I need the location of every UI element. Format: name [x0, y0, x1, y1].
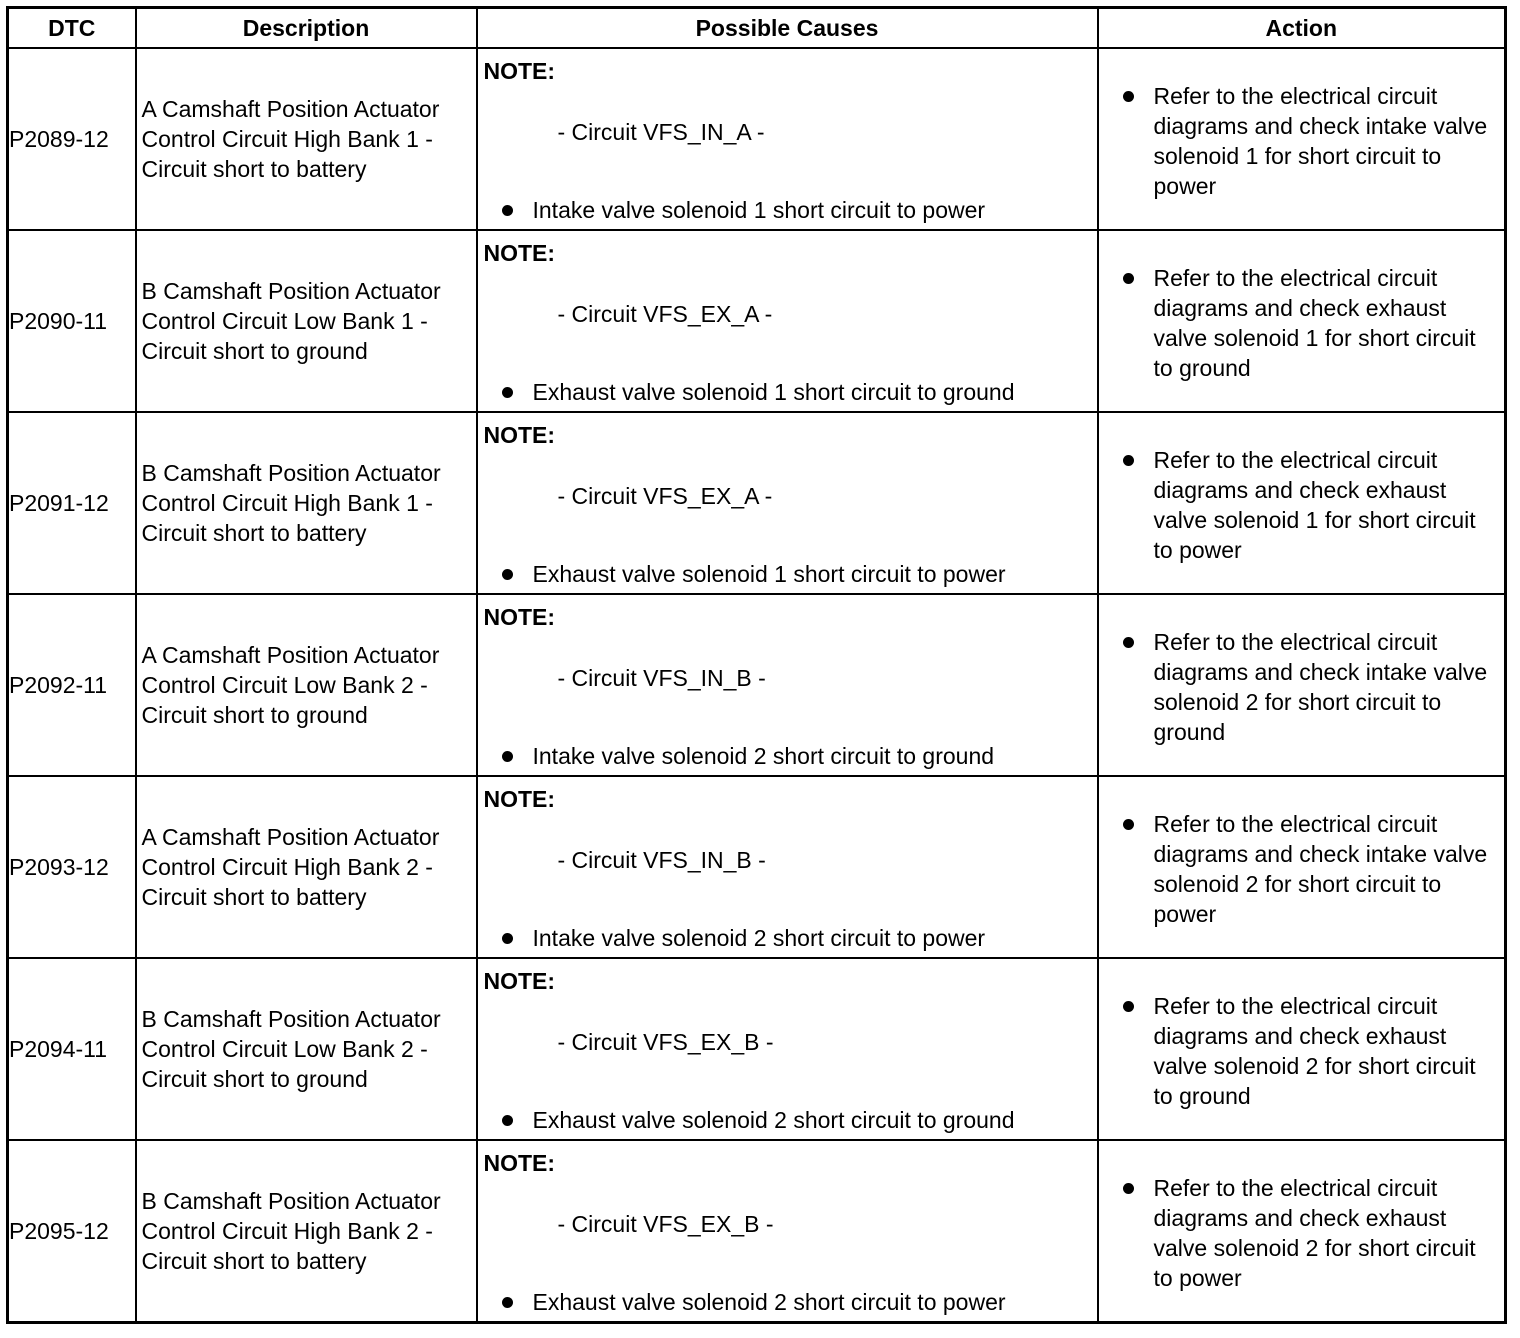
- cause-text: Exhaust valve solenoid 2 short circuit to power: [532, 1289, 1006, 1315]
- description-cell: [136, 412, 477, 594]
- dtc-code: P2094-11: [8, 958, 136, 1140]
- cause-text: Exhaust valve solenoid 1 short circuit to ground: [532, 379, 1015, 405]
- table-row: [8, 48, 1506, 230]
- action-text: Refer to the electrical circuit diagrams and check intake valve solenoid 2 for short circuit to power: [1153, 811, 1488, 927]
- description-line: Circuit short to battery: [141, 884, 367, 910]
- header-dtc: DTC: [8, 8, 136, 49]
- table-row: [8, 1140, 1506, 1323]
- description-line: Control Circuit High Bank 1 -: [141, 490, 433, 516]
- action-text: Refer to the electrical circuit diagrams and check exhaust valve solenoid 2 for short circuit to ground: [1153, 993, 1476, 1109]
- description-line: Control Circuit Low Bank 2 -: [141, 1036, 428, 1062]
- bullet-icon: [502, 205, 513, 216]
- possible-causes-cell: [477, 1140, 1098, 1323]
- bullet-icon: [502, 387, 513, 398]
- description-line: Circuit short to battery: [141, 156, 367, 182]
- bullet-icon: [502, 569, 513, 580]
- description-line: B Camshaft Position Actuator: [141, 1188, 441, 1214]
- possible-causes-cell: [477, 230, 1098, 412]
- dtc-code: P2095-12: [8, 1140, 136, 1323]
- cause-text: Intake valve solenoid 2 short circuit to ground: [532, 743, 995, 769]
- action-text: Refer to the electrical circuit diagrams and check exhaust valve solenoid 1 for short circuit to power: [1153, 447, 1476, 563]
- action-text: Refer to the electrical circuit diagrams and check exhaust valve solenoid 1 for short circuit to ground: [1153, 265, 1476, 381]
- cause-text: Intake valve solenoid 2 short circuit to power: [532, 925, 986, 951]
- bullet-icon: [1123, 1001, 1134, 1012]
- note-label: NOTE:: [483, 1150, 556, 1176]
- possible-causes-cell: [477, 48, 1098, 230]
- description-line: Circuit short to ground: [141, 338, 368, 364]
- action-cell: [1098, 1140, 1506, 1323]
- possible-causes-cell: [477, 412, 1098, 594]
- action-cell: [1098, 776, 1506, 958]
- description-line: Circuit short to ground: [141, 702, 368, 728]
- dtc-table: [6, 6, 1507, 1324]
- description-cell: [136, 958, 477, 1140]
- circuit-name: - Circuit VFS_IN_B -: [557, 665, 766, 691]
- action-text: Refer to the electrical circuit diagrams and check intake valve solenoid 1 for short circuit to power: [1153, 83, 1488, 199]
- note-label: NOTE:: [483, 786, 556, 812]
- dtc-code: P2090-11: [8, 230, 136, 412]
- circuit-name: - Circuit VFS_EX_B -: [557, 1029, 774, 1055]
- description-cell: [136, 776, 477, 958]
- description-cell: [136, 48, 477, 230]
- cause-item: [502, 561, 1006, 588]
- description-line: Control Circuit High Bank 2 -: [141, 1218, 433, 1244]
- description-line: A Camshaft Position Actuator: [141, 824, 440, 850]
- bullet-icon: [502, 751, 513, 762]
- description-cell: [136, 594, 477, 776]
- dtc-code: P2089-12: [8, 48, 136, 230]
- header-row: [8, 8, 1506, 49]
- cause-item: [502, 925, 986, 952]
- description-line: Control Circuit Low Bank 1 -: [141, 308, 428, 334]
- description-line: Circuit short to battery: [141, 1248, 367, 1274]
- circuit-name: - Circuit VFS_IN_B -: [557, 847, 766, 873]
- action-cell: [1098, 230, 1506, 412]
- bullet-icon: [1123, 91, 1134, 102]
- table-row: [8, 230, 1506, 412]
- circuit-name: - Circuit VFS_EX_A -: [557, 301, 773, 327]
- action-text: Refer to the electrical circuit diagrams and check intake valve solenoid 2 for short circuit to ground: [1153, 629, 1488, 745]
- note-label: NOTE:: [483, 968, 556, 994]
- circuit-name: - Circuit VFS_EX_B -: [557, 1211, 774, 1237]
- dtc-code: P2093-12: [8, 776, 136, 958]
- header-description: Description: [136, 8, 477, 49]
- action-cell: [1098, 412, 1506, 594]
- bullet-icon: [1123, 819, 1134, 830]
- action-cell: [1098, 48, 1506, 230]
- cause-item: [502, 743, 995, 770]
- description-line: B Camshaft Position Actuator: [141, 460, 441, 486]
- bullet-icon: [1123, 455, 1134, 466]
- cause-item: [502, 197, 986, 224]
- cause-text: Exhaust valve solenoid 2 short circuit to ground: [532, 1107, 1015, 1133]
- bullet-icon: [502, 933, 513, 944]
- cause-item: [502, 1289, 1006, 1316]
- description-line: Circuit short to ground: [141, 1066, 368, 1092]
- dtc-code: P2091-12: [8, 412, 136, 594]
- possible-causes-cell: [477, 958, 1098, 1140]
- cause-item: [502, 379, 1015, 406]
- table-row: [8, 958, 1506, 1140]
- action-cell: [1098, 594, 1506, 776]
- description-line: B Camshaft Position Actuator: [141, 278, 441, 304]
- cause-text: Intake valve solenoid 1 short circuit to power: [532, 197, 986, 223]
- description-line: Control Circuit High Bank 2 -: [141, 854, 433, 880]
- header-action: Action: [1098, 8, 1506, 49]
- bullet-icon: [1123, 1183, 1134, 1194]
- table-row: [8, 594, 1506, 776]
- note-label: NOTE:: [483, 422, 556, 448]
- table-row: [8, 776, 1506, 958]
- note-label: NOTE:: [483, 240, 556, 266]
- description-cell: [136, 1140, 477, 1323]
- description-line: B Camshaft Position Actuator: [141, 1006, 441, 1032]
- note-label: NOTE:: [483, 58, 556, 84]
- header-possible-causes: Possible Causes: [477, 8, 1098, 49]
- bullet-icon: [1123, 273, 1134, 284]
- description-line: A Camshaft Position Actuator: [141, 96, 440, 122]
- bullet-icon: [502, 1115, 513, 1126]
- cause-text: Exhaust valve solenoid 1 short circuit to power: [532, 561, 1006, 587]
- table-row: [8, 412, 1506, 594]
- cause-item: [502, 1107, 1015, 1134]
- possible-causes-cell: [477, 776, 1098, 958]
- action-cell: [1098, 958, 1506, 1140]
- circuit-name: - Circuit VFS_EX_A -: [557, 483, 773, 509]
- action-text: Refer to the electrical circuit diagrams and check exhaust valve solenoid 2 for short circuit to power: [1153, 1175, 1476, 1291]
- description-line: Control Circuit Low Bank 2 -: [141, 672, 428, 698]
- bullet-icon: [1123, 637, 1134, 648]
- possible-causes-cell: [477, 594, 1098, 776]
- note-label: NOTE:: [483, 604, 556, 630]
- description-line: Control Circuit High Bank 1 -: [141, 126, 433, 152]
- bullet-icon: [502, 1297, 513, 1308]
- description-cell: [136, 230, 477, 412]
- circuit-name: - Circuit VFS_IN_A -: [557, 119, 765, 145]
- dtc-code: P2092-11: [8, 594, 136, 776]
- description-line: Circuit short to battery: [141, 520, 367, 546]
- description-line: A Camshaft Position Actuator: [141, 642, 440, 668]
